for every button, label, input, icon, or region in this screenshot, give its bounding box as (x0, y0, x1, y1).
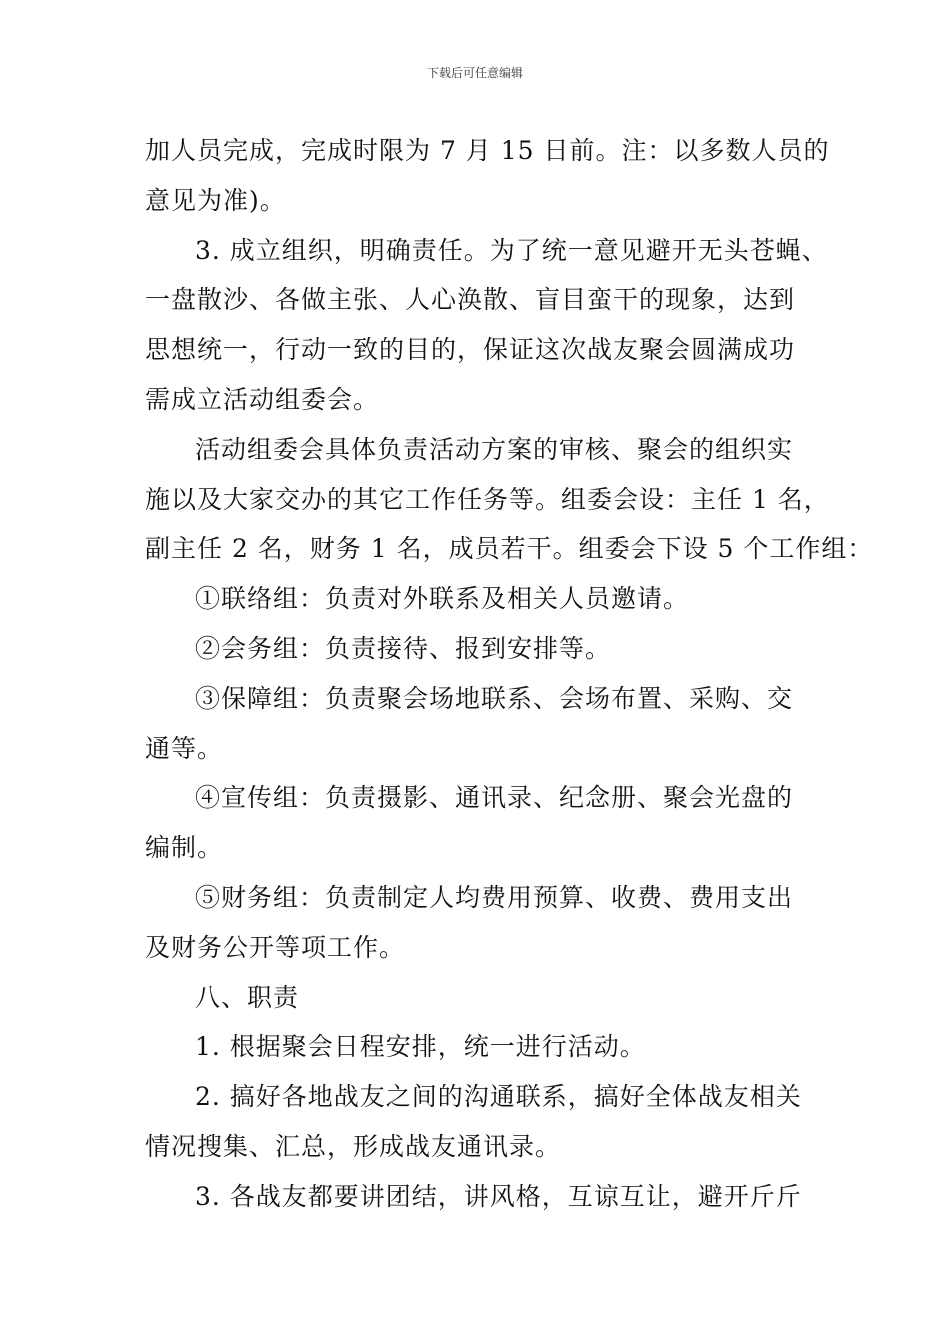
document-body (145, 126, 874, 1222)
text-line: 3. 成立组织，明确责任。为了统一意见避开无头苍蝇、 (195, 235, 828, 265)
text-line: 思想统一，行动一致的目的，保证这次战友聚会圆满成功 (145, 335, 796, 365)
text-line: ②会务组：负责接待、报到安排等。 (195, 633, 612, 663)
text-line: 副主任 2 名，财务 1 名，成员若干。组委会下设 5 个工作组： (145, 534, 874, 564)
page-header: 下载后可任意编辑 (426, 66, 523, 80)
text-line: 通等。 (145, 733, 224, 763)
text-line: 活动组委会具体负责活动方案的审核、聚会的组织实 (195, 434, 794, 464)
text-line: 2. 搞好各地战友之间的沟通联系，搞好全体战友相关 (195, 1082, 802, 1112)
text-line: 意见为准)。 (145, 185, 286, 215)
text-line: 八、职责 (195, 982, 300, 1012)
text-line: 需成立活动组委会。 (145, 384, 380, 414)
text-line: ①联络组：负责对外联系及相关人员邀请。 (195, 584, 690, 614)
text-line: 一盘散沙、各做主张、人心涣散、盲目蛮干的现象，达到 (145, 285, 796, 315)
text-line: 情况搜集、汇总，形成战友通讯录。 (145, 1131, 562, 1161)
text-line: 编制。 (145, 833, 224, 863)
text-line: 加人员完成，完成时限为 7 月 15 日前。注：以多数人员的 (145, 136, 830, 165)
text-line: ④宣传组：负责摄影、通讯录、纪念册、聚会光盘的 (195, 783, 794, 813)
text-line: 1. 根据聚会日程安排，统一进行活动。 (195, 1032, 646, 1062)
text-line: 3. 各战友都要讲团结，讲风格，互谅互让，避开斤斤 (195, 1181, 802, 1211)
text-line: ③保障组：负责聚会场地联系、会场布置、采购、交 (195, 683, 794, 713)
text-line: 及财务公开等项工作。 (145, 932, 406, 962)
text-line: ⑤财务组：负责制定人均费用预算、收费、费用支出 (195, 882, 794, 912)
text-line: 施以及大家交办的其它工作任务等。组委会设：主任 1 名， (145, 484, 830, 514)
